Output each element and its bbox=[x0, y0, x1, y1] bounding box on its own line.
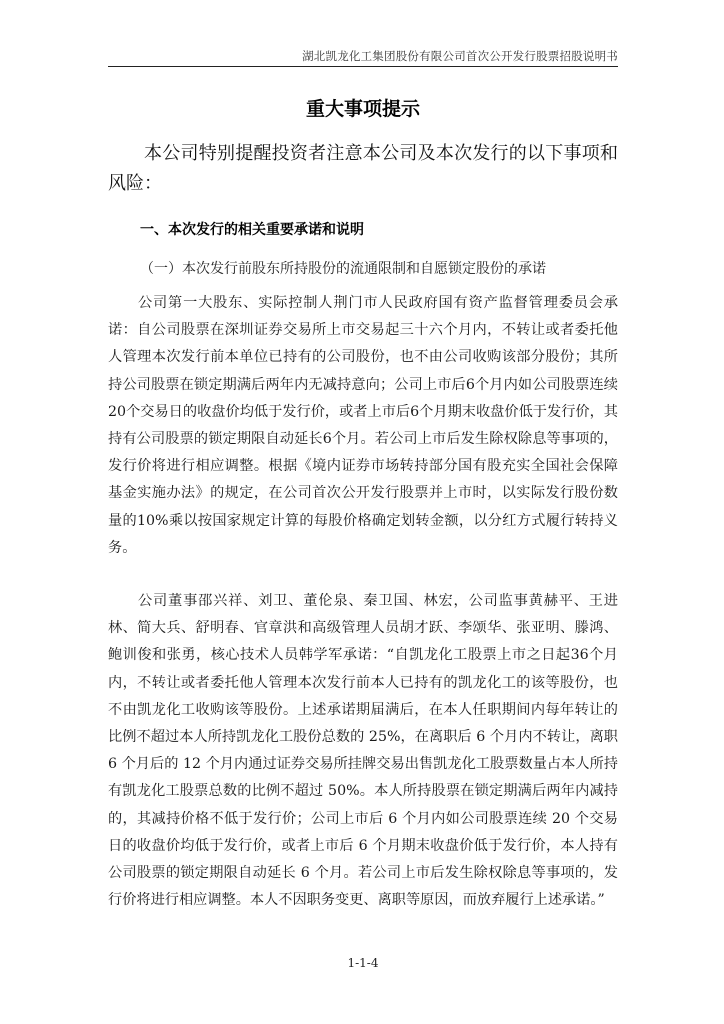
intro-paragraph: 本公司特别提醒投资者注意本公司及本次发行的以下事项和风险： bbox=[108, 143, 618, 194]
subsection-heading: （一）本次发行前股东所持股份的流通限制和自愿锁定股份的承诺 bbox=[140, 261, 546, 277]
body-paragraph: 公司第一大股东、实际控制人荆门市人民政府国有资产监督管理委员会承诺：自公司股票在深圳证券交易所上市交易起三十六个月内，不转让或者委托他人管理本次发行前本单位已持有的公司股份，也不由公司收购该部分股份；其所持公司股票在锁定期满后两年内无减持意向；公司上市后6个月内如公司股票连续20个交易日的收盘价均低于发行价，或者上市后6个月期末收盘价低于发行价，其持有公司股票的锁定期限自动延长6个月。若公司上市后发生除权除息等事项的，发行价将进行相应调整。根据《境内证券市场转持部分国有股充实全国社会保障基金实施办法》的规定，在公司首次公开发行股票并上市时，以实际发行股份数量的10%乘以按国家规定计算的每股价格确定划转金额，以分红方式履行转持义务。 bbox=[108, 295, 618, 556]
page-title: 重大事项提示 bbox=[305, 98, 420, 120]
running-header: 湖北凯龙化工集团股份有限公司首次公开发行股票招股说明书 bbox=[302, 49, 618, 63]
header-divider bbox=[108, 66, 618, 67]
section-heading: 一、本次发行的相关重要承诺和说明 bbox=[140, 222, 364, 238]
page-number: 1-1-4 bbox=[347, 956, 379, 970]
body-paragraph: 公司董事邵兴祥、刘卫、董伦泉、秦卫国、林宏，公司监事黄赫平、王进林、简大兵、舒明春、官章洪和高级管理人员胡才跃、李颂华、张亚明、滕鸿、鲍训俊和张勇，核心技术人员韩学军承诺：“自凯龙化工股票上市之日起36个月内，不转让或者委托他人管理本次发行前本人已持有的凯龙化工的该等股份，也不由凯龙化工收购该等股份。上述承诺期届满后，在本人任职期间内每年转让的比例不超过本人所持凯龙化工股份总数的 25%，在离职后 6 个月内不转让，离职 6 个月后的 12 个月内通过证券交易所挂牌交易出售凯龙化工股票数量占本人所持有凯龙化工股票总数的比例不超过 50%。本人所持股票在锁定期满后两年内减持的，其减持价格不低于发行价；公司上市后 6 个月内如公司股票连续 20 个交易日的收盘价均低于发行价，或者上市后 6 个月期末收盘价低于发行价，本人持有公司股票的锁定期限自动延长 6 个月。若公司上市后发生除权除息等事项的，发行价将进行相应调整。本人不因职务变更、离职等原因，而放弃履行上述承诺。” bbox=[108, 593, 618, 909]
